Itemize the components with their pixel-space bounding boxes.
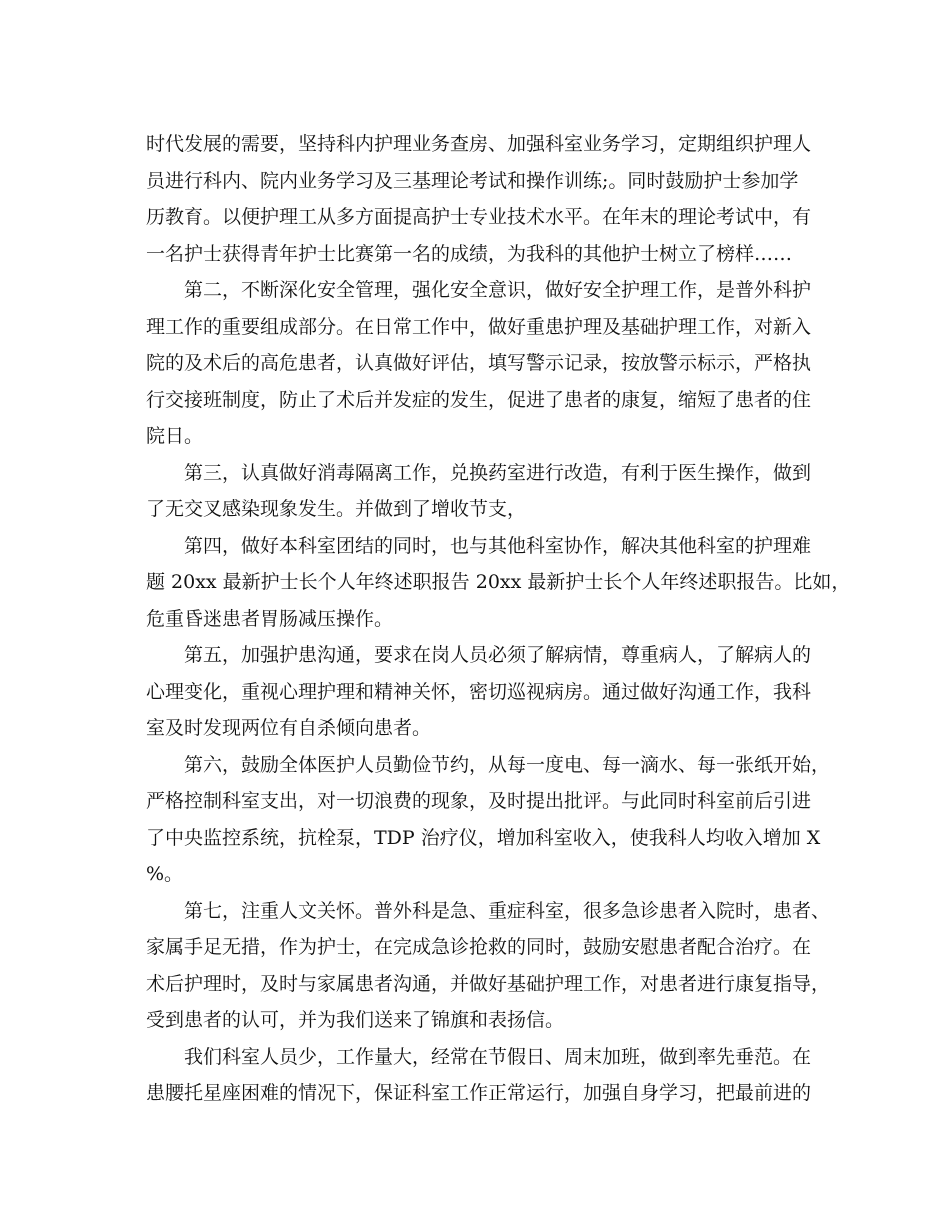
text-line: 术后护理时，及时与家属患者沟通，并做好基础护理工作，对患者进行康复指导， — [146, 972, 831, 995]
paragraph-start-line: 第二，不断深化安全管理，强化安全意识，做好安全护理工作，是普外科护 — [184, 279, 812, 301]
text-line: %。 — [146, 863, 184, 885]
text-line: 院日。 — [146, 425, 204, 447]
text-line: 严格控制科室支出，对一切浪费的现象，及时提出批评。与此同时科室前后引进 — [146, 790, 812, 812]
paragraph-start-line: 我们科室人员少，工作量大，经常在节假日、周末加班，做到率先垂范。在 — [184, 1045, 812, 1068]
text-line: 历教育。以便护理工从多方面提高护士专业技术水平。在年末的理论考试中，有 — [146, 206, 812, 228]
text-line: 理工作的重要组成部分。在日常工作中，做好重患护理及基础护理工作，对新入 — [146, 315, 812, 338]
text-line: 患腰托星座困难的情况下，保证科室工作正常运行，加强自身学习，把最前进的 — [146, 1082, 812, 1104]
text-line: 心理变化，重视心理护理和精神关怀，密切巡视病房。通过做好沟通工作，我科 — [146, 680, 812, 703]
text-line: 室及时发现两位有自杀倾向患者。 — [146, 717, 432, 739]
paragraph-start-line: 第三，认真做好消毒隔离工作，兑换药室进行改造，有利于医生操作，做到 — [184, 461, 812, 484]
text-line: 受到患者的认可，并为我们送来了锦旗和表扬信。 — [146, 1009, 565, 1031]
paragraph-start-line: 第六，鼓励全体医护人员勤俭节约，从每一度电、每一滴水、每一张纸开始， — [184, 753, 831, 776]
text-line: 家属手足无措，作为护士，在完成急诊抢救的同时，鼓励安慰患者配合治疗。在 — [146, 936, 812, 958]
paragraph-start-line: 第五，加强护患沟通，要求在岗人员必须了解病情，尊重病人，了解病人的 — [184, 644, 812, 666]
text-line: 题 20xx 最新护士长个人年终述职报告 20xx 最新护士长个人年终述职报告。比如， — [146, 571, 851, 593]
paragraph-start-line: 第四，做好本科室团结的同时，也与其他科室协作，解决其他科室的护理难 — [184, 534, 812, 557]
text-line: 员进行科内、院内业务学习及三基理论考试和操作训练;。同时鼓励护士参加学 — [146, 169, 799, 192]
paragraph-start-line: 第七，注重人文关怀。普外科是急、重症科室，很多急诊患者入院时，患者、 — [184, 899, 831, 922]
text-line: 院的及术后的高危患者，认真做好评估，填写警示记录，按放警示标示，严格执 — [146, 352, 812, 374]
text-line: 行交接班制度，防止了术后并发症的发生，促进了患者的康复，缩短了患者的住 — [146, 388, 812, 411]
body-text — [146, 126, 851, 1112]
text-line: 了无交叉感染现象发生。并做到了增收节支， — [146, 498, 527, 520]
text-line: 危重昏迷患者胃肠减压操作。 — [146, 607, 394, 630]
text-line: 时代发展的需要，坚持科内护理业务查房、加强科室业务学习，定期组织护理人 — [146, 133, 812, 155]
text-line: 了中央监控系统，抗栓泵，TDP 治疗仪，增加科室收入，使我科人均收入增加 X — [146, 826, 821, 849]
text-line: 一名护士获得青年护士比赛第一名的成绩，为我科的其他护士树立了榜样…… — [146, 242, 793, 265]
